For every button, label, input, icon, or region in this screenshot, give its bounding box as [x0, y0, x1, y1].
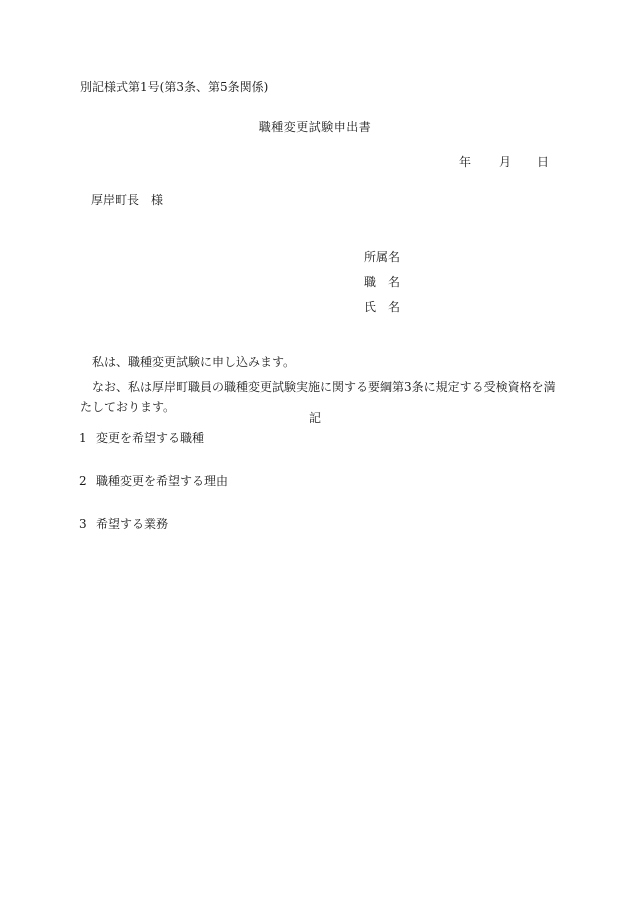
- addressee: 厚岸町長 様: [91, 193, 164, 207]
- date-day-label: 日: [536, 155, 549, 169]
- affiliation-label: 所属名: [364, 250, 401, 264]
- list-item: [79, 475, 228, 487]
- item-number: 1: [79, 431, 87, 445]
- date-line: [459, 156, 549, 168]
- item-number: 2: [79, 474, 87, 488]
- item-label: 変更を希望する職種: [96, 431, 205, 445]
- date-month-label: 月: [498, 155, 511, 169]
- item-label: 希望する業務: [96, 517, 169, 531]
- application-statement: 私は、職種変更試験に申し込みます。: [92, 355, 296, 369]
- list-item: [79, 518, 168, 530]
- date-year-label: 年: [458, 155, 471, 169]
- list-item: [79, 432, 204, 444]
- item-label: 職種変更を希望する理由: [96, 474, 229, 488]
- position-label: 職 名: [364, 275, 401, 289]
- document-title: 職種変更試験申出書: [258, 120, 372, 134]
- ki-heading: 記: [308, 411, 321, 425]
- form-number: 別記様式第1号(第3条、第5条関係): [80, 80, 269, 94]
- name-label: 氏 名: [364, 300, 401, 314]
- item-number: 3: [79, 517, 87, 531]
- eligibility-statement: なお、私は厚岸町職員の職種変更試験実施に関する要綱第3条に規定する受検資格を満たしております。: [80, 380, 556, 414]
